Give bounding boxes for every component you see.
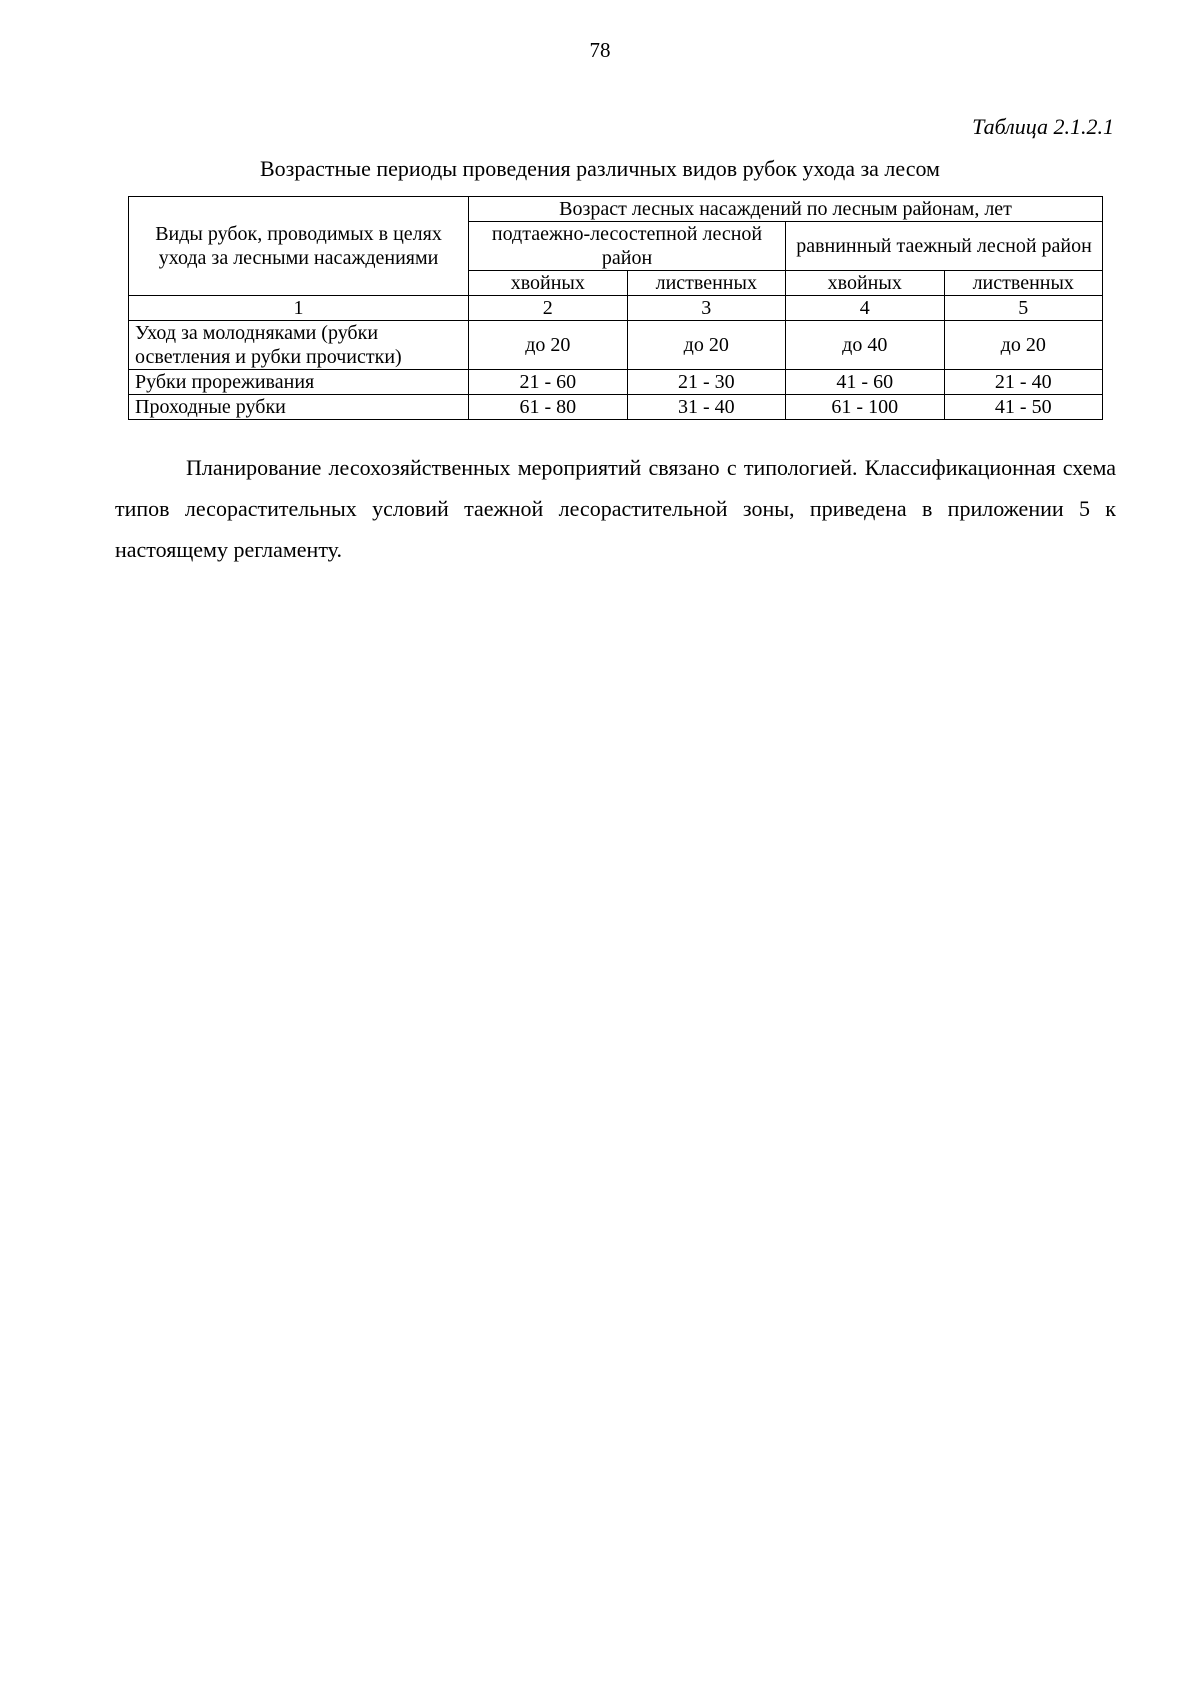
table-title: Возрастные периоды проведения различных видов рубок ухода за лесом	[260, 156, 940, 181]
column-number: 2	[469, 296, 627, 321]
species-header-coniferous: хвойных	[786, 271, 944, 296]
table-cell: до 40	[786, 321, 944, 370]
column-number-row	[129, 296, 1103, 321]
table-row	[129, 395, 1103, 420]
column-number: 3	[627, 296, 785, 321]
table-cell: 61 - 80	[469, 395, 627, 420]
cutting-type-name: Рубки прореживания	[129, 370, 469, 395]
page-number: 78	[589, 38, 611, 62]
table-cell: до 20	[469, 321, 627, 370]
table-cell: до 20	[944, 321, 1103, 370]
region-header-forest-steppe: подтаежно-лесостепной лесной район	[469, 222, 786, 271]
species-header-deciduous: лиственных	[944, 271, 1103, 296]
table-cell: 41 - 50	[944, 395, 1103, 420]
column-number: 4	[786, 296, 944, 321]
age-table	[128, 196, 1103, 420]
table-cell: 61 - 100	[786, 395, 944, 420]
table-label: Таблица 2.1.2.1	[972, 114, 1114, 139]
age-group-header: Возраст лесных насаждений по лесным районам, лет	[469, 197, 1103, 222]
table-cell: 21 - 60	[469, 370, 627, 395]
table-cell: 41 - 60	[786, 370, 944, 395]
body-paragraph: Планирование лесохозяйственных мероприятий связано с типологией. Классификационная схема типов лесорастительных условий таежной лесорастительной зоны, приведена в приложении 5 к настоящему регламенту.	[115, 455, 1116, 562]
column-number: 5	[944, 296, 1103, 321]
table-row	[129, 321, 1103, 370]
table-row	[129, 370, 1103, 395]
cutting-type-name: Проходные рубки	[129, 395, 469, 420]
table-cell: 31 - 40	[627, 395, 785, 420]
table-cell: 21 - 30	[627, 370, 785, 395]
species-header-deciduous: лиственных	[627, 271, 785, 296]
species-header-coniferous: хвойных	[469, 271, 627, 296]
table-cell: до 20	[627, 321, 785, 370]
table-cell: 21 - 40	[944, 370, 1103, 395]
cutting-type-name: Уход за молодняками (рубки осветления и рубки прочистки)	[129, 321, 469, 370]
column-number: 1	[129, 296, 469, 321]
cutting-type-header: Виды рубок, проводимых в целях ухода за лесными насаждениями	[129, 197, 469, 296]
table-header-row	[129, 197, 1103, 222]
region-header-taiga: равнинный таежный лесной район	[786, 222, 1103, 271]
